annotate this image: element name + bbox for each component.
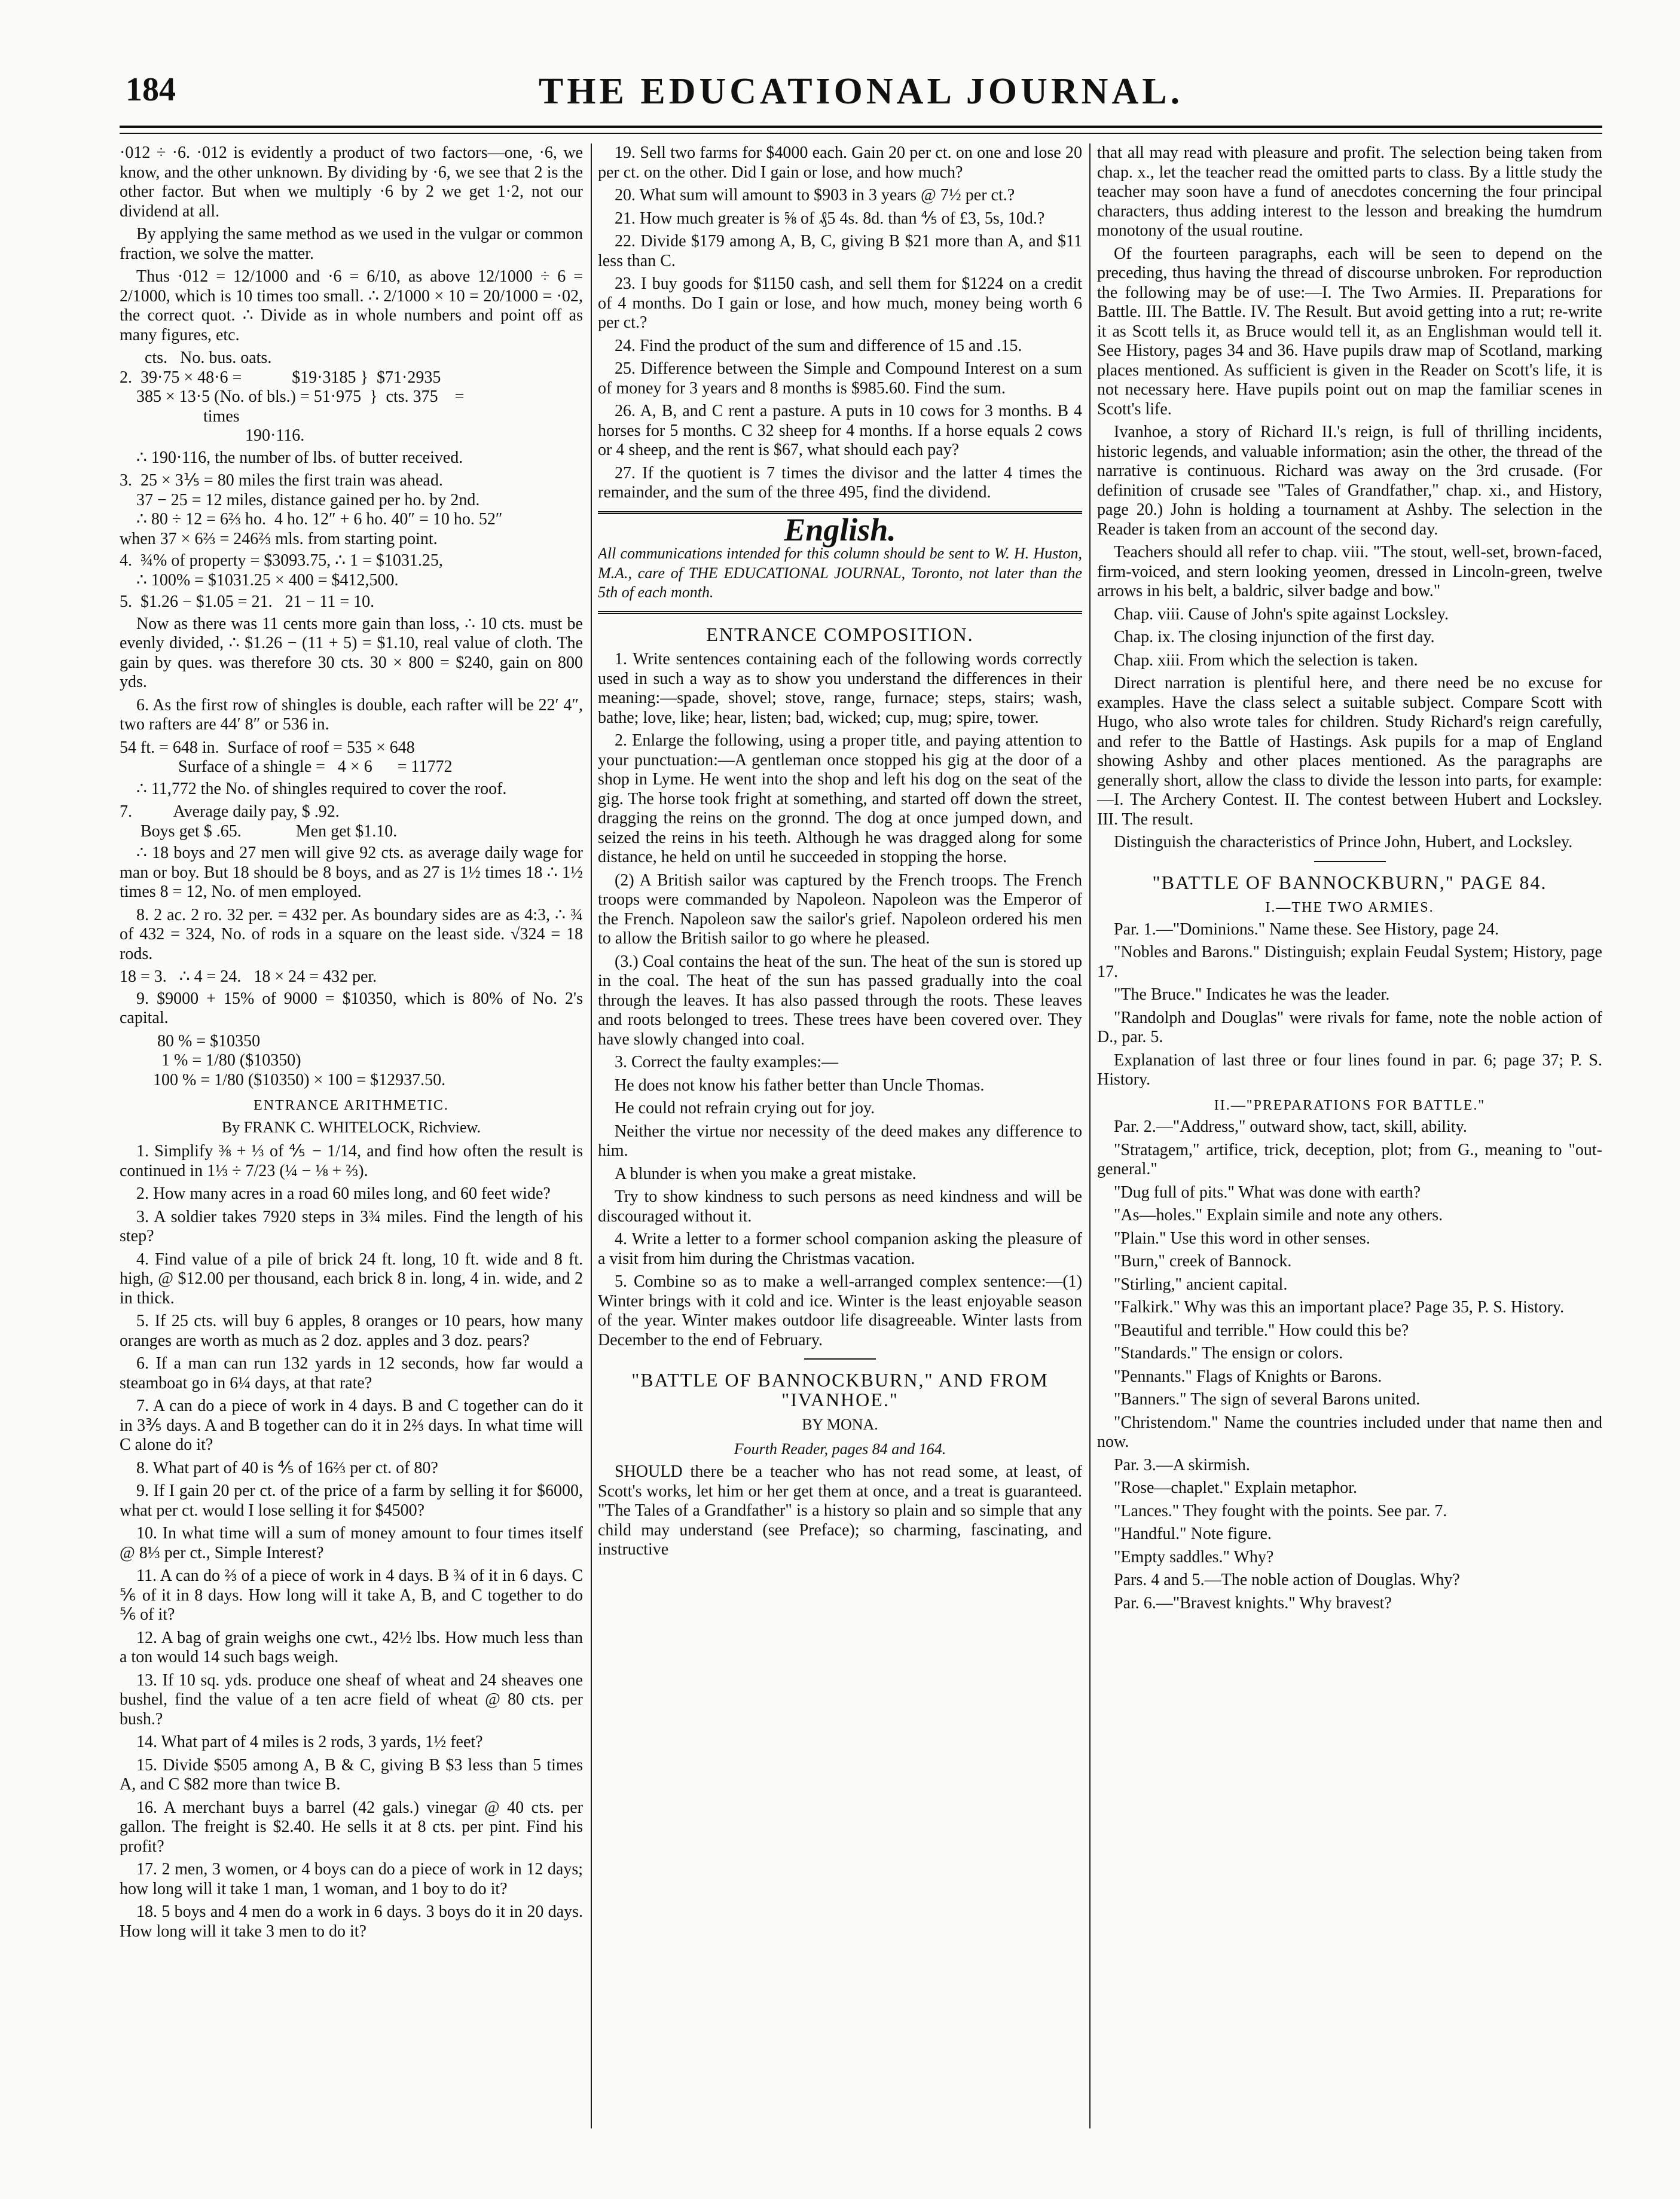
short-rule xyxy=(804,1358,876,1360)
paragraph: (3.) Coal contains the heat of the sun. The heat of the sun is stored up in the coal. The heat of the sun has passed gradually into the coal through the leaves. It has also passed through the roots. These leaves and roots belonged to trees. These trees have been covered over. They have slowly changed into coal. xyxy=(598,952,1082,1049)
paragraph: Ivanhoe, a story of Richard II.'s reign, is full of thrilling incidents, historic legends, and valuable information; asin the other, the thread of the narrative is continuous. Richard was away on the 3rd crusade. (For definition of crusade see "Tales of Grandfather," chap. xi., and History, page 20.) John is holding a tournament at Ashby. The selection in the Reader is taken from an account of the second day. xyxy=(1097,423,1602,539)
question: 21. How much greater is ⅝ of ₰5 4s. 8d. than ⅘ of £3, 5s, 10d.? xyxy=(615,209,1045,228)
article-subtitle: Fourth Reader, pages 84 and 164. xyxy=(734,1440,946,1458)
question: 1. Simplify ⅜ + ⅓ of ⅘ − 1/14, and find how often the result is continued in 1⅓ ÷ 7/23 (¼ − ⅛ + ⅔). xyxy=(120,1142,583,1180)
question: 20. What sum will amount to $903 in 3 years @ 7½ per ct.? xyxy=(615,186,1015,204)
subsection-heading: I.—THE TWO ARMIES. xyxy=(1265,900,1434,915)
paragraph: A blunder is when you make a great mistake. xyxy=(615,1164,917,1183)
subsection-heading: II.—"PREPARATIONS FOR BATTLE." xyxy=(1214,1097,1486,1113)
question: 8. What part of 40 is ⅘ of 16⅔ per ct. of 80? xyxy=(136,1458,438,1477)
paragraph: Thus ·012 = 12/1000 and ·6 = 6/10, as above 12/1000 ÷ 6 = 2/1000, which is 10 times too small. ∴ 2/1000 × 10 = 20/1000 = ·02, the correct quot. ∴ Divide as in whole numbers and point off as many figures, etc. xyxy=(120,267,583,344)
question: 17. 2 men, 3 women, or 4 boys can do a piece of work in 12 days; how long will it take 1 man, 1 woman, and 1 boy to do it? xyxy=(120,1860,583,1898)
article-title: "BATTLE OF BANNOCKBURN," AND FROM "IVANHOE." xyxy=(631,1369,1049,1410)
question: 5. If 25 cts. will buy 6 apples, 8 oranges or 10 pears, how many oranges are worth as much as 2 doz. apples and 3 doz. pears? xyxy=(120,1312,583,1350)
paragraph: 4. Write a letter to a former school companion asking the pleasure of a visit from him during the Christmas vacation. xyxy=(598,1230,1082,1268)
calculation: 54 ft. = 648 in. Surface of roof = 535 × 648 Surface of a shingle = 4 × 6 = 11772 xyxy=(120,738,453,776)
calculation: 80 % = $10350 1 % = 1/80 ($10350) 100 % = 1/80 ($10350) × 100 = $12937.50. xyxy=(153,1031,446,1089)
paragraph: "Rose—chaplet." Explain metaphor. xyxy=(1114,1479,1357,1497)
journal-title: THE EDUCATIONAL JOURNAL. xyxy=(538,71,1184,112)
paragraph: "Lances." They fought with the points. See par. 7. xyxy=(1114,1501,1447,1520)
question: 11. A can do ⅔ of a piece of work in 4 days. B ¾ of it in 6 days. C ⅚ of it in 8 days. How long will it take A, B, and C together to do ⅚ of it? xyxy=(120,1566,583,1624)
paragraph: Par. 1.—"Dominions." Name these. See History, page 24. xyxy=(1114,920,1499,939)
column-1 xyxy=(120,143,583,2128)
paragraph: Try to show kindness to such persons as need kindness and will be discouraged without it. xyxy=(598,1187,1082,1226)
paragraph: He could not refrain crying out for joy. xyxy=(615,1099,875,1117)
calculation: cts. No. bus. oats. 2. 39·75 × 48·6 = $19·3185 } $71·2935 385 × 13·5 (No. of bls.) = 51·975 } cts. 375 = times 190·116. xyxy=(120,349,465,445)
paragraph: "Beautiful and terrible." How could this be? xyxy=(1114,1321,1409,1340)
question: 15. Divide $505 among A, B & C, giving B $3 less than 5 times A, and C $82 more than twice B. xyxy=(120,1755,583,1794)
composition-heading: ENTRANCE COMPOSITION. xyxy=(706,623,974,645)
column-3 xyxy=(1097,143,1602,2128)
paragraph: 8. 2 ac. 2 ro. 32 per. = 432 per. As boundary sides are as 4:3, ∴ ¾ of 432 = 324, No. of rods in a square on the least side. √324 = 18 rods. xyxy=(120,905,583,963)
page-number: 184 xyxy=(126,71,176,108)
question: 25. Difference between the Simple and Compound Interest on a sum of money for 3 years and 8 months is $985.60. Find the sum. xyxy=(598,359,1082,398)
question: 3. A soldier takes 7920 steps in 3¾ miles. Find the length of his step? xyxy=(120,1207,583,1245)
paragraph: "Burn," creek of Bannock. xyxy=(1114,1252,1292,1270)
bannockburn-heading: "BATTLE OF BANNOCKBURN," PAGE 84. xyxy=(1152,871,1547,893)
header-rule-thin xyxy=(120,133,1602,134)
column-divider-2 xyxy=(1089,143,1091,2128)
paragraph: ·012 ÷ ·6. ·012 is evidently a product of two factors—one, ·6, we know, and the other unknown. By dividing by ·6, we see that 2 is the other factor. But when we multiply ·6 by 2 we get 1·2, not our dividend at all. xyxy=(120,143,583,221)
question: 22. Divide $179 among A, B, C, giving B $21 more than A, and $11 less than C. xyxy=(598,232,1082,270)
paragraph: Explanation of last three or four lines found in par. 6; page 37; P. S. History. xyxy=(1097,1050,1602,1089)
paragraph: 1. Write sentences containing each of the following words correctly used in such a way as to show you understand the differences in their meaning:—spade, shovel; stove, range, furnace; steps, stairs; wash, bathe; love, like; hear, listen; bad, wicked; cup, mug; spire, tower. xyxy=(598,650,1082,727)
question: 4. Find value of a pile of brick 24 ft. long, 10 ft. wide and 8 ft. high, @ $12.00 per thousand, each brick 8 in. long, 4 in. wide, and 2 in thick. xyxy=(120,1250,583,1308)
page-header xyxy=(120,71,1602,124)
question: 13. If 10 sq. yds. produce one sheaf of wheat and 24 sheaves one bushel, find the value of a ten acre field of wheat @ 80 cts. per bush.? xyxy=(120,1670,583,1728)
paragraph: "Empty saddles." Why? xyxy=(1114,1547,1274,1566)
question: 7. A can do a piece of work in 4 days. B and C together can do it in 3⅗ days. A and B together can do it in 2⅔ days. In what time will C alone do it? xyxy=(120,1397,583,1454)
question: 18. 5 boys and 4 men do a work in 6 days. 3 boys do it in 20 days. How long will it take 3 men to do it? xyxy=(120,1902,583,1941)
question: 27. If the quotient is 7 times the divisor and the latter 4 times the remainder, and the sum of the three 495, find the dividend. xyxy=(598,463,1082,502)
paragraph: "Plain." Use this word in other senses. xyxy=(1114,1229,1370,1248)
question: 2. How many acres in a road 60 miles long, and 60 feet wide? xyxy=(136,1184,551,1203)
paragraph: "Stirling," ancient capital. xyxy=(1114,1275,1288,1294)
paragraph: Teachers should all refer to chap. viii. "The stout, well-set, brown-faced, firm-voiced, and stern looking yeomen, dressed in Lincoln-green, twelve arrows in his belt, a baldric, silver badge and bow." xyxy=(1097,543,1602,600)
paragraph: Par. 2.—"Address," outward show, tact, skill, ability. xyxy=(1114,1117,1467,1136)
paragraph: 6. As the first row of shingles is double, each rafter will be 22′ 4″, two rafters are 44′ 8″ or 536 in. xyxy=(120,695,583,734)
header-rule-thick xyxy=(120,126,1602,128)
byline: By FRANK C. WHITELOCK, Richview. xyxy=(221,1118,481,1136)
paragraph: He does not know his father better than Uncle Thomas. xyxy=(615,1076,985,1095)
question: 16. A merchant buys a barrel (42 gals.) vinegar @ 40 cts. per gallon. The freight is $2.40. He sells it at 8 cts. per pint. Find his profit? xyxy=(120,1798,583,1856)
calculation: 5. $1.26 − $1.05 = 21. 21 − 11 = 10. xyxy=(120,592,375,611)
paragraph: 2. Enlarge the following, using a proper title, and paying attention to your punctuation:—A gentleman once stopped his gig at the door of a shop in Lyme. He went into the shop and left his dog on the seat of the gig. The horse took fright at something, and started off down the street, dragging the reins on the gronnd. The dog at once jumped down, and seized the reins in his teeth. Although he was dragged along for some distance, he held on until he succeeded in stopping the horse. xyxy=(598,731,1082,866)
paragraph: ∴ 190·116, the number of lbs. of butter received. xyxy=(136,448,463,467)
question: 24. Find the product of the sum and difference of 15 and .15. xyxy=(615,336,1022,355)
paragraph: Direct narration is plentiful here, and there need be no excuse for examples. Have the class select a suitable subject. Compare Scott with Hugo, who also wrote tales for children. Study Richard's reign carefully, and refer to the Battle of Hastings. Ask pupils for a map of England showing Ashby and other places mentioned. As the paragraphs are generally short, allow the class to divide the lesson into parts, for example:—I. The Archery Contest. II. The contest between Hubert and Locksley. III. The result. xyxy=(1097,674,1602,829)
paragraph: "Christendom." Name the countries included under that name then and now. xyxy=(1097,1413,1602,1451)
calculation: 7. Average daily pay, $ .92. Boys get $ .65. Men get $1.10. xyxy=(120,802,398,841)
paragraph: "Handful." Note figure. xyxy=(1114,1525,1272,1543)
editorial-note: All communications intended for this column should be sent to W. H. Huston, M.A., care of THE EDUCATIONAL JOURNAL, Toronto, not later than the 5th of each month. xyxy=(598,545,1082,601)
paragraph: Of the fourteen paragraphs, each will be seen to depend on the preceding, thus having the thread of discourse unbroken. For reproduction the following may be of use:—I. The Two Armies. II. Preparations for Battle. III. The Battle. IV. The Result. But avoid getting into a rut; re-write it as Scott tells it, as Bruce would tell it, as an Englishman would tell it. See History, pages 34 and 36. Have pupils draw map of Scotland, marking places mentioned. As sufficient is given in the Reader on Scott's life, it is not necessary here. Have pupils point out on map the familiar scenes in Scott's life. xyxy=(1097,244,1602,419)
paragraph: SHOULD there be a teacher who has not read some, at least, of Scott's works, let him or her get them at once, and a treat is guaranteed. "The Tales of a Grandfather" is a history so plain and so simple that any child may understand (see Preface); so charming, fascinating, and instructive xyxy=(598,1462,1082,1559)
paragraph: Neither the virtue nor necessity of the deed makes any difference to him. xyxy=(598,1122,1082,1160)
paragraph: "The Bruce." Indicates he was the leader. xyxy=(1114,985,1390,1004)
byline: BY MONA. xyxy=(802,1416,878,1433)
paragraph: 3. Correct the faulty examples:— xyxy=(615,1053,838,1071)
question: 10. In what time will a sum of money amount to four times itself @ 8⅓ per ct., Simple Interest? xyxy=(120,1524,583,1562)
column-2 xyxy=(598,143,1082,2128)
paragraph: "Nobles and Barons." Distinguish; explain Feudal System; History, page 17. xyxy=(1097,943,1602,981)
paragraph: Pars. 4 and 5.—The noble action of Douglas. Why? xyxy=(1114,1571,1460,1589)
paragraph: Distinguish the characteristics of Prince John, Hubert, and Locksley. xyxy=(1114,833,1573,851)
paragraph: By applying the same method as we used in the vulgar or common fraction, we solve the matter. xyxy=(120,225,583,263)
paragraph: "Dug full of pits." What was done with earth? xyxy=(1114,1183,1421,1202)
paragraph: Now as there was 11 cents more gain than loss, ∴ 10 cts. must be evenly divided, ∴ $1.26 − (11 + 5) = $1.10, real value of cloth. The gain by ques. was therefore 30 cts. 30 × 800 = $240, gain on 800 yds. xyxy=(120,614,583,691)
section-divider xyxy=(598,611,1082,614)
paragraph: ∴ 18 boys and 27 men will give 92 cts. as average daily wage for man or boy. But 18 should be 8 boys, and as 27 is 1½ times 18 ∴ 1½ times 8 = 12, No. of men employed. xyxy=(120,844,583,901)
question: 14. What part of 4 miles is 2 rods, 3 yards, 1½ feet? xyxy=(136,1733,483,1751)
calculation: 18 = 3. ∴ 4 = 24. 18 × 24 = 432 per. xyxy=(120,967,377,986)
section-heading: ENTRANCE ARITHMETIC. xyxy=(253,1098,449,1113)
question: 26. A, B, and C rent a pasture. A puts in 10 cows for 3 months. B 4 horses for 5 months. C 32 sheep for 4 months. If a horse equals 2 cows or 4 sheep, and the rent is $67, what should each pay? xyxy=(598,402,1082,459)
question: 23. I buy goods for $1150 cash, and sell them for $1224 on a credit of 4 months. Do I gain or lose, and how much, money being worth 6 per ct.? xyxy=(598,274,1082,332)
paragraph: "Randolph and Douglas" were rivals for fame, note the noble action of D., par. 5. xyxy=(1097,1008,1602,1046)
paragraph: (2) A British sailor was captured by the French troops. The French troops were commanded by Napoleon. Napoleon was the Emperor of the French. Napoleon saw the sailor's grief. Napoleon ordered his men to allow the British sailor to go where he pleased. xyxy=(598,871,1082,948)
paragraph: that all may read with pleasure and profit. The selection being taken from chap. x., let the teacher read the omitted parts to class. By a little study the teacher may soon have a fund of anecdotes concerning the four principal characters, thus adding interest to the lesson and breaking the humdrum monotony of the usual routine. xyxy=(1097,143,1602,240)
paragraph: Par. 6.—"Bravest knights." Why bravest? xyxy=(1114,1593,1392,1612)
paragraph: Chap. xiii. From which the selection is taken. xyxy=(1114,650,1418,670)
section-title-english: English. xyxy=(784,511,896,548)
question: 19. Sell two farms for $4000 each. Gain 20 per ct. on one and lose 20 per ct. on the other. Did I gain or lose, and how much? xyxy=(598,143,1082,182)
paragraph: ∴ 11,772 the No. of shingles required to cover the roof. xyxy=(136,779,507,798)
paragraph: Chap. ix. The closing injunction of the first day. xyxy=(1114,628,1435,646)
calculation: 3. 25 × 3⅕ = 80 miles the first train was ahead. 37 − 25 = 12 miles, distance gained per ho. by 2nd. ∴ 80 ÷ 12 = 6⅔ ho. 4 ho. 12″ + 6 ho. 40″ = 10 ho. 52″ when 37 × 6⅔ = 246⅔ mls. from starting point. xyxy=(120,471,503,548)
paragraph: "As—holes." Explain simile and note any others. xyxy=(1114,1206,1443,1224)
paragraph: Chap. viii. Cause of John's spite against Locksley. xyxy=(1114,604,1449,624)
paragraph: 5. Combine so as to make a well-arranged complex sentence:—(1) Winter brings with it cold and ice. Winter is the least enjoyable season of the year. Winter makes outdoor life disagreeable. Winter lasts from December to the end of February. xyxy=(598,1272,1082,1349)
question: 12. A bag of grain weighs one cwt., 42½ lbs. How much less than a ton would 14 such bags weigh. xyxy=(120,1628,583,1666)
question: 9. If I gain 20 per ct. of the price of a farm by selling it for $6000, what per ct. would I lose selling it for $4500? xyxy=(120,1482,583,1520)
calculation: 4. ¾% of property = $3093.75, ∴ 1 = $1031.25, ∴ 100% = $1031.25 × 400 = $412,500. xyxy=(120,551,443,590)
paragraph: "Falkirk." Why was this an important place? Page 35, P. S. History. xyxy=(1114,1298,1565,1317)
paragraph: "Stratagem," artifice, trick, deception, plot; from G., meaning to "out-general." xyxy=(1097,1140,1602,1178)
paragraph: "Banners." The sign of several Barons united. xyxy=(1114,1390,1421,1409)
paragraph: Par. 3.—A skirmish. xyxy=(1114,1455,1250,1474)
paragraph: "Standards." The ensign or colors. xyxy=(1114,1344,1343,1363)
short-rule xyxy=(1314,861,1386,862)
question: 6. If a man can run 132 yards in 12 seconds, how far would a steamboat go in 6¼ days, at that rate? xyxy=(120,1354,583,1392)
paragraph: 9. $9000 + 15% of 9000 = $10350, which is 80% of No. 2's capital. xyxy=(120,989,583,1027)
column-divider-1 xyxy=(591,143,592,2128)
paragraph: "Pennants." Flags of Knights or Barons. xyxy=(1114,1367,1382,1386)
